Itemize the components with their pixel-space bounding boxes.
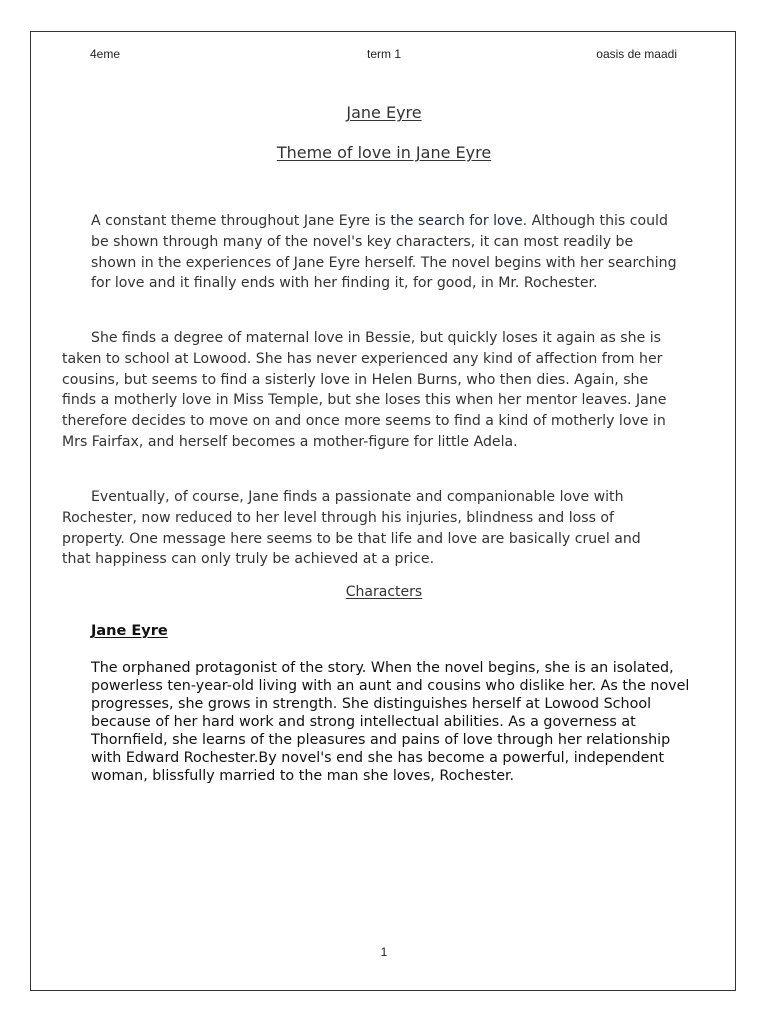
paragraph-2: She finds a degree of maternal love in Bessie, but quickly loses it again as she is taken to school at Lowood. She has never experienced any kind of affection from her cousins, but seems to find a sisterly love in Helen Burns, who then dies. Again, she finds a motherly love in Miss Temple, but she loses this when her mentor leaves. Jane therefore decides to move on and once more seems to find a kind of motherly love in Mrs Fairfax, and herself becomes a mother-figure for little Adela. (62, 330, 667, 450)
paragraph-1-start: A constant theme throughout Jane Eyre is (91, 213, 391, 229)
document-page (30, 31, 736, 991)
document-subtitle: Theme of love in Jane Eyre (276, 143, 492, 162)
paragraph-1-end: . Although this could be shown through many of the novel's key characters, it can most readily be shown in the experiences of Jane Eyre herself. The novel begins with her searching for love and it finally ends with her finding it, for good, in Mr. Rochester. (91, 213, 677, 292)
page-number: 1 (380, 945, 388, 959)
character-description: The orphaned protagonist of the story. When the novel begins, she is an isolated, powerless ten-year-old living with an aunt and cousins who dislike her. As the novel progresses, she grows in strength. She distinguishes herself at Lowood School because of her hard work and strong intellectual abilities. As a governess at Thornfield, she learns of the pleasures and pains of love through her relationship with Edward Rochester.By novel's end she has become a powerful, independent woman, blissfully married to the man she loves, Rochester. (91, 660, 690, 784)
header-right-school: oasis de maadi (596, 47, 677, 61)
paragraph-1 (91, 211, 681, 294)
document-title: Jane Eyre (346, 103, 422, 122)
header-center-term: term 1 (366, 47, 401, 61)
header-left-grade: 4eme (90, 47, 121, 61)
characters-heading: Characters (345, 584, 423, 600)
character-name: Jane Eyre (91, 623, 168, 639)
paragraph-1-highlight: the search for love (390, 213, 523, 229)
paragraph-3: Eventually, of course, Jane finds a passionate and companionable love with Rochester, now reduced to her level through his injuries, blindness and loss of property. One message here seems to be that life and love are basically cruel and that happiness can only truly be achieved at a price. (62, 489, 641, 568)
